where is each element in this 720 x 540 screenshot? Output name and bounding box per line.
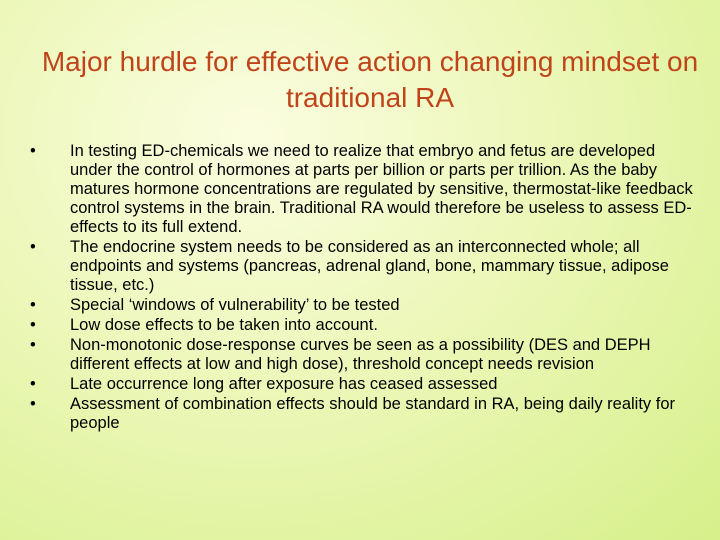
- bullet-icon: •: [30, 142, 36, 160]
- bullet-text: Special ‘windows of vulnerability’ to be tested: [70, 296, 400, 314]
- bullet-icon: •: [30, 296, 36, 314]
- bullet-item: [30, 375, 698, 394]
- bullet-text: Non-monotonic dose-response curves be seen as a possibility (DES and DEPH different effects at low and high dose), threshold concept needs revision: [70, 336, 651, 373]
- bullet-item: [30, 296, 698, 315]
- bullet-icon: •: [30, 336, 36, 354]
- slide-title: Major hurdle for effective action changing mindset on traditional RA: [41, 46, 699, 113]
- bullet-icon: •: [30, 395, 36, 413]
- bullet-text: In testing ED-chemicals we need to realize that embryo and fetus are developed under the control of hormones at parts per billion or parts per trillion. As the baby matures hormone concentrations are regulated by sensitive, thermostat-like feedback control systems in the brain. Traditional RA would therefore be useless to assess ED-effects to its full extend.: [70, 142, 693, 236]
- bullet-icon: •: [30, 316, 36, 334]
- bullet-item: [30, 316, 698, 335]
- bullet-text: Low dose effects to be taken into account.: [70, 316, 378, 334]
- bullet-text: Assessment of combination effects should be standard in RA, being daily reality for people: [70, 395, 676, 432]
- bullet-icon: •: [30, 375, 36, 393]
- bullet-item: [30, 238, 698, 295]
- bullet-item: [30, 336, 698, 374]
- bullet-icon: •: [30, 238, 36, 256]
- bullet-list: [30, 142, 698, 434]
- bullet-item: [30, 395, 698, 433]
- bullet-text: Late occurrence long after exposure has ceased assessed: [70, 375, 498, 393]
- bullet-text: The endocrine system needs to be considered as an interconnected whole; all endpoints and systems (pancreas, adrenal gland, bone, mammary tissue, adipose tissue, etc.): [70, 238, 669, 294]
- bullet-item: [30, 142, 698, 237]
